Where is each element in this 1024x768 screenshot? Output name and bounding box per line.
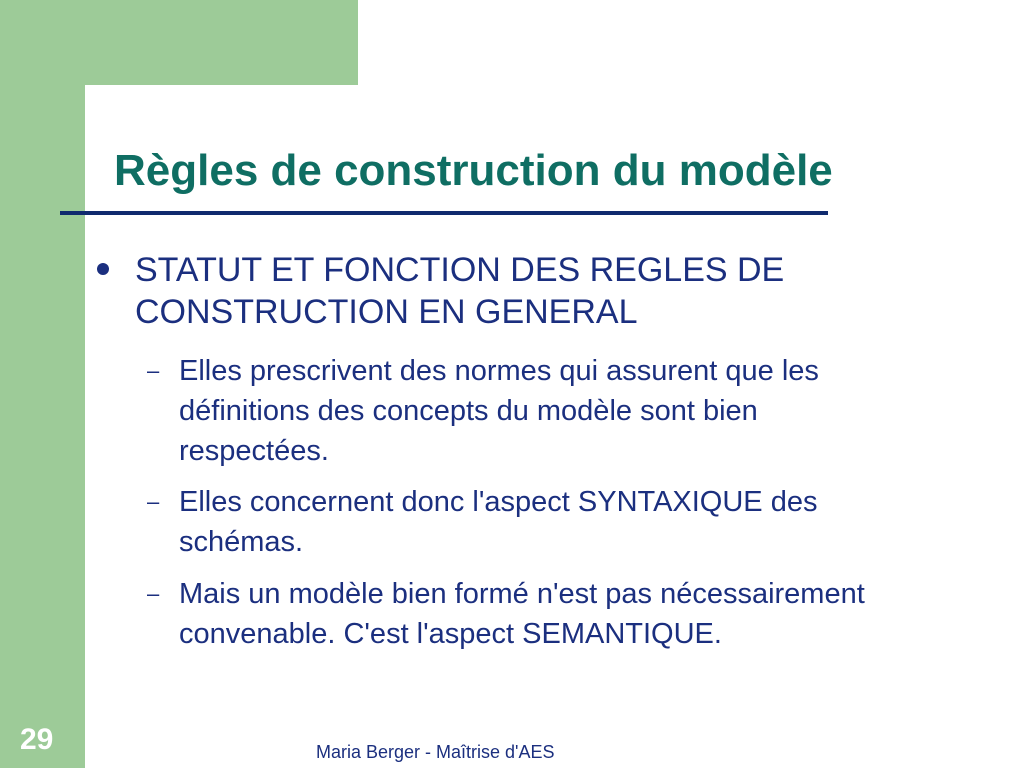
slide-number: 29 <box>20 723 54 756</box>
sub-bullet-2 <box>179 482 999 562</box>
green-sidebar <box>0 0 85 768</box>
main-bullet-line-2: CONSTRUCTION EN GENERAL <box>135 293 638 331</box>
sub-bullet-1-line-1: Elles prescrivent des normes qui assurent que les <box>179 355 819 387</box>
bullet-dot-icon <box>97 263 109 275</box>
sub-bullet-2-line-2: schémas. <box>179 526 304 558</box>
sub-bullet-1-line-2: définitions des concepts du modèle sont bien <box>179 395 758 427</box>
sub-bullet-2-line-1: Elles concernent donc l'aspect SYNTAXIQUE des <box>179 486 818 518</box>
sub-bullet-3-line-2: convenable. C'est l'aspect SEMANTIQUE. <box>179 618 722 650</box>
green-top-band <box>0 0 358 85</box>
slide-title: Règles de construction du modèle <box>114 146 833 195</box>
sub-bullet-3 <box>179 574 999 654</box>
title-underline <box>60 211 828 215</box>
dash-icon: – <box>147 489 160 514</box>
main-bullet-line-1: STATUT ET FONCTION DES REGLES DE <box>135 251 785 289</box>
footer-text: Maria Berger - Maîtrise d'AES <box>316 742 555 762</box>
main-bullet-text <box>135 249 935 333</box>
sub-bullet-3-line-1: Mais un modèle bien formé n'est pas nécessairement <box>179 578 865 610</box>
sub-bullet-1 <box>179 351 999 471</box>
sub-bullet-1-line-3: respectées. <box>179 435 329 467</box>
dash-icon: – <box>147 358 160 383</box>
dash-icon: – <box>147 581 160 606</box>
